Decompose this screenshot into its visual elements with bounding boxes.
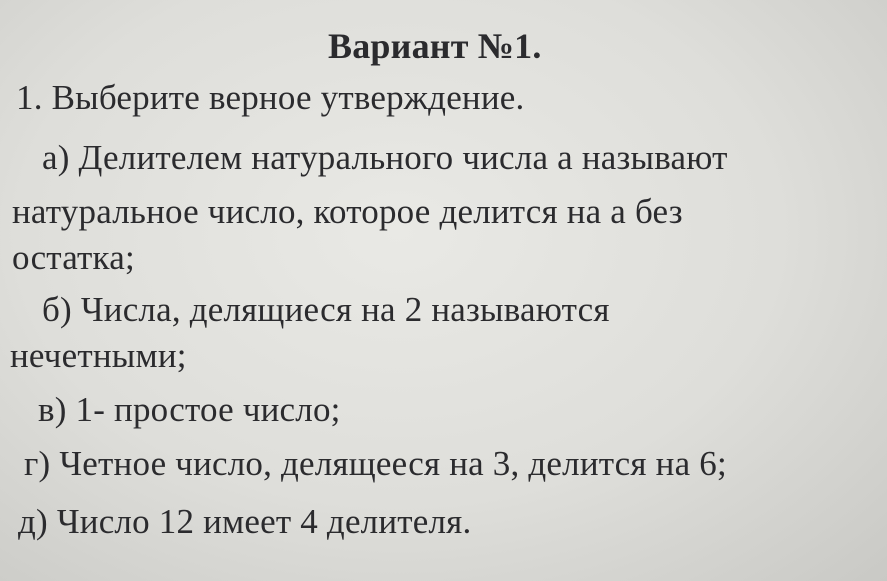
option-b-line-2: нечетными; <box>10 336 187 375</box>
option-b-line-1: б) Числа, делящиеся на 2 называются <box>42 290 610 329</box>
option-v-line: в) 1- простое число; <box>38 390 341 429</box>
option-a-line-2: натуральное число, которое делится на а без <box>12 192 683 231</box>
option-g-line: г) Четное число, делящееся на 3, делится на 6; <box>24 444 727 483</box>
option-d-line: д) Число 12 имеет 4 делителя. <box>18 502 472 541</box>
option-a-line-1: а) Делителем натурального числа а называют <box>42 138 728 177</box>
question-text: 1. Выберите верное утверждение. <box>16 78 525 117</box>
option-a-line-3: остатка; <box>12 238 135 277</box>
variant-title: Вариант №1. <box>328 26 542 66</box>
